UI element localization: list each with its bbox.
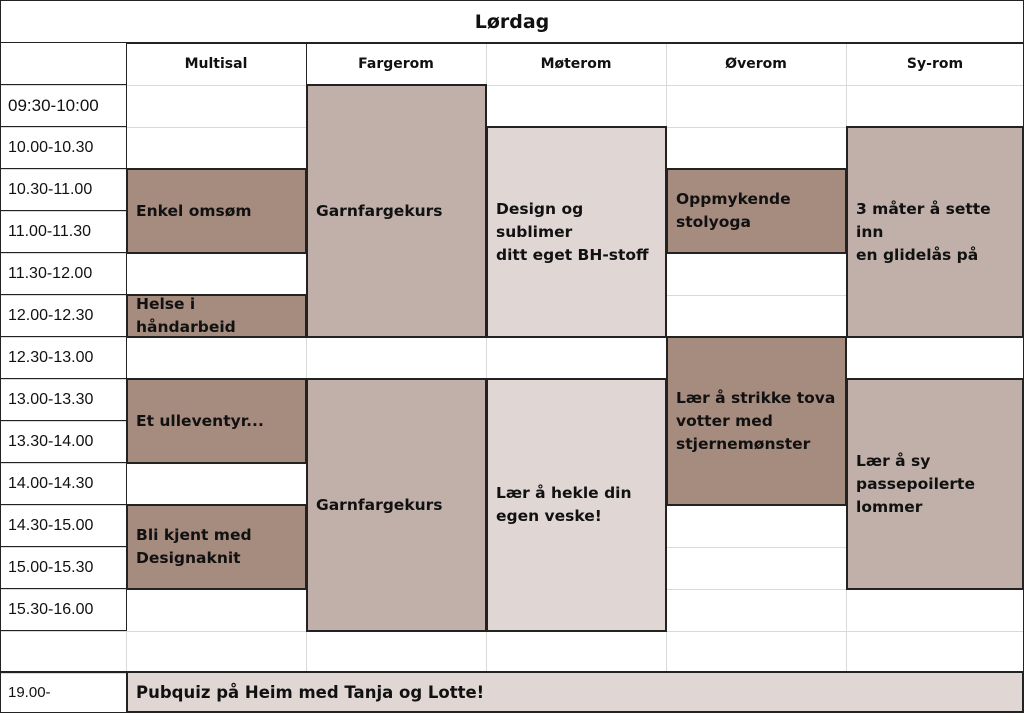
- event-block[interactable]: [306, 378, 487, 632]
- day-title: Lørdag: [0, 0, 1024, 43]
- room-header: Møterom: [540, 55, 612, 72]
- event-block[interactable]: [846, 126, 1024, 338]
- time-slot-label: 13.00-13.30: [8, 390, 94, 408]
- event-title: 3 måter å sette inn en glidelås på: [856, 199, 991, 264]
- time-slot-label: 10.30-11.00: [8, 180, 93, 198]
- event-block[interactable]: [666, 336, 847, 506]
- event-block[interactable]: [126, 504, 307, 590]
- event-block[interactable]: [666, 168, 847, 254]
- time-slot-label: 14.30-15.00: [8, 516, 94, 534]
- event-title: Lær å sy passepoilerte lommer: [856, 451, 975, 516]
- event-title: Enkel omsøm: [136, 201, 252, 220]
- time-slot-label: 15.30-16.00: [8, 600, 94, 618]
- event-block[interactable]: [126, 168, 307, 254]
- event-title: Design og sublimer ditt eget BH-stoff: [496, 199, 649, 264]
- time-slot-label: 14.00-14.30: [8, 474, 94, 492]
- evening-event-title: Pubquiz på Heim med Tanja og Lotte!: [136, 682, 485, 702]
- room-header: Sy-rom: [906, 55, 964, 72]
- event-block[interactable]: [846, 378, 1024, 590]
- event-title: Garnfargekurs: [316, 201, 443, 220]
- time-slot-label: 12.30-13.00: [8, 348, 94, 366]
- room-header: Multisal: [184, 55, 248, 72]
- event-title: Bli kjent med Designaknit: [136, 526, 252, 567]
- evening-time-label: 19.00-: [8, 684, 51, 701]
- event-title: Oppmykende stolyoga: [676, 190, 791, 231]
- time-slot-label: 11.00-11.30: [8, 222, 92, 240]
- event-block[interactable]: [306, 84, 487, 338]
- time-slot-label: 15.00-15.30: [8, 558, 94, 576]
- event-title: Et ulleventyr...: [136, 411, 264, 430]
- event-title: Lær å hekle din egen veske!: [496, 484, 632, 525]
- event-block[interactable]: [486, 378, 667, 632]
- event-block[interactable]: [126, 378, 307, 464]
- event-title: Lær å strikke tova votter med stjernemønster: [676, 388, 836, 453]
- evening-event-block[interactable]: [126, 671, 1024, 713]
- time-slot-label: 13.30-14.00: [8, 432, 94, 450]
- time-slot-label: 11.30-12.00: [8, 264, 93, 282]
- event-title: Helse i håndarbeid: [136, 295, 236, 336]
- room-header: Øverom: [725, 55, 787, 72]
- event-block[interactable]: [126, 294, 307, 338]
- time-slot-label: 10.00-10.30: [8, 138, 94, 156]
- room-header: Fargerom: [358, 55, 434, 72]
- grid-line: [0, 85, 1024, 86]
- time-slot-label: 12.00-12.30: [8, 306, 94, 324]
- event-block[interactable]: [486, 126, 667, 338]
- event-title: Garnfargekurs: [316, 495, 443, 514]
- border-line: [0, 630, 126, 631]
- time-slot-label: 09:30-10:00: [8, 95, 99, 115]
